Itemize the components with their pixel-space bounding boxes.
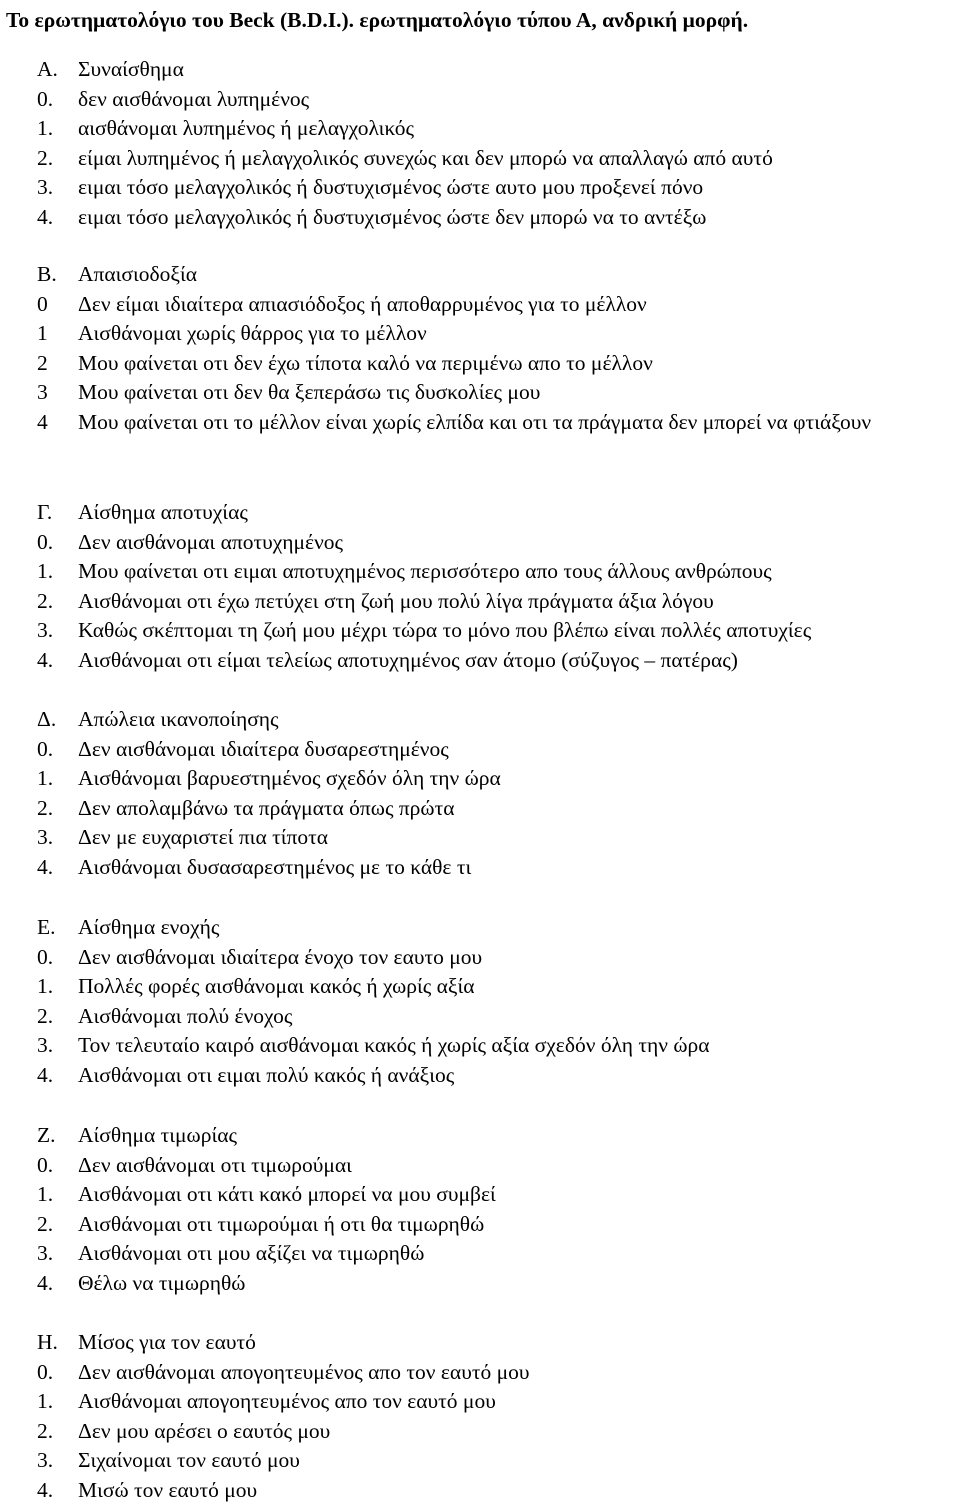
item-text: Δεν είμαι ιδιαίτερα απιασιόδοξος ή αποθαρρυμένος για το μέλλον bbox=[78, 291, 647, 316]
item-number: 0. bbox=[37, 944, 54, 969]
item-text: Μισώ τον εαυτό μου bbox=[78, 1477, 258, 1502]
item-number: 1 bbox=[37, 321, 48, 346]
section-letter: Α. bbox=[37, 57, 58, 81]
item-number: 1. bbox=[37, 1182, 54, 1207]
list-item bbox=[37, 972, 960, 1002]
item-text: δεν αισθάνομαι λυπημένος bbox=[78, 86, 310, 111]
section-heading bbox=[37, 498, 960, 528]
item-text: Δεν αισθάνομαι αποτυχημένος bbox=[78, 529, 344, 554]
item-number: 2. bbox=[37, 145, 54, 170]
item-number: 0 bbox=[37, 291, 48, 316]
list-item bbox=[37, 764, 960, 794]
section-title: Αίσθημα αποτυχίας bbox=[78, 500, 248, 524]
item-text: είμαι λυπημένος ή μελαγχολικός συνεχώς και δεν μπορώ να απαλλαγώ από αυτό bbox=[78, 145, 773, 170]
list-item bbox=[37, 616, 960, 646]
item-number: 3. bbox=[37, 618, 54, 643]
section-letter: Β. bbox=[37, 262, 57, 286]
item-text: Αισθάνομαι οτι είμαι τελείως αποτυχημένος σαν άτομο (σύζυγος – πατέρας) bbox=[78, 647, 738, 672]
item-text: Μου φαίνεται οτι ειμαι αποτυχημένος περισσότερο απο τους άλλους ανθρώπους bbox=[78, 559, 772, 584]
item-number: 1. bbox=[37, 116, 54, 141]
item-text: Καθώς σκέπτομαι τη ζωή μου μέχρι τώρα το μόνο που βλέπω είναι πολλές αποτυχίες bbox=[78, 618, 812, 643]
page-title: Το ερωτηματολόγιο του Beck (B.D.I.). ερωτηματολόγιο τύπου Α, ανδρική μορφή. bbox=[6, 8, 749, 32]
item-number: 3. bbox=[37, 1033, 54, 1058]
section-heading bbox=[37, 1121, 960, 1151]
item-text: Αισθάνομαι χωρίς θάρρος για το μέλλον bbox=[78, 321, 427, 346]
list-item bbox=[37, 528, 960, 558]
item-number: 4. bbox=[37, 204, 54, 229]
section-letter: Γ. bbox=[37, 500, 53, 524]
item-number: 3. bbox=[37, 1241, 54, 1266]
item-number: 4. bbox=[37, 1270, 54, 1295]
item-number: 3. bbox=[37, 1448, 54, 1473]
item-text: Αισθάνομαι οτι μου αξίζει να τιμωρηθώ bbox=[78, 1241, 425, 1266]
section-letter: Δ. bbox=[37, 707, 57, 731]
item-number: 2. bbox=[37, 1003, 54, 1028]
list-item bbox=[37, 943, 960, 973]
item-text: Δεν αισθάνομαι ιδιαίτερα ένοχο τον εαυτο μου bbox=[78, 944, 483, 969]
list-item bbox=[37, 349, 960, 379]
section-title: Αίσθημα τιμωρίας bbox=[78, 1123, 238, 1147]
item-number: 0. bbox=[37, 1152, 54, 1177]
section-f bbox=[37, 1121, 960, 1299]
item-text: Τον τελευταίο καιρό αισθάνομαι κακός ή χωρίς αξία σχεδόν όλη την ώρα bbox=[78, 1033, 710, 1058]
item-text: Δεν απολαμβάνω τα πράγματα όπως πρώτα bbox=[78, 795, 455, 820]
item-number: 4. bbox=[37, 1477, 54, 1502]
list-item bbox=[37, 823, 960, 853]
list-item bbox=[37, 1151, 960, 1181]
item-text: Αισθάνομαι οτι έχω πετύχει στη ζωή μου πολύ λίγα πράγματα άξια λόγου bbox=[78, 588, 714, 613]
item-number: 1. bbox=[37, 766, 54, 791]
item-number: 2. bbox=[37, 795, 54, 820]
item-text: Μου φαίνεται οτι δεν έχω τίποτα καλό να περιμένω απο το μέλλον bbox=[78, 350, 653, 375]
item-text: Σιχαίνομαι τον εαυτό μου bbox=[78, 1448, 300, 1473]
item-number: 2. bbox=[37, 1211, 54, 1236]
section-d bbox=[37, 705, 960, 883]
item-number: 0. bbox=[37, 736, 54, 761]
list-item bbox=[37, 319, 960, 349]
section-letter: Ε. bbox=[37, 915, 56, 939]
list-item bbox=[37, 587, 960, 617]
section-title: Απαισιοδοξία bbox=[78, 262, 198, 286]
section-title: Μίσος για τον εαυτό bbox=[78, 1330, 256, 1354]
list-item bbox=[37, 735, 960, 765]
section-g bbox=[37, 1328, 960, 1506]
list-item bbox=[37, 378, 960, 408]
item-text: αισθάνομαι λυπημένος ή μελαγχολικός bbox=[78, 116, 415, 141]
item-number: 4. bbox=[37, 854, 54, 879]
list-item bbox=[37, 646, 960, 676]
list-item bbox=[37, 290, 960, 320]
list-item bbox=[37, 1417, 960, 1447]
item-text: ειμαι τόσο μελαγχολικός ή δυστυχισμένος ώστε δεν μπορώ να το αντέξω bbox=[78, 204, 707, 229]
list-item bbox=[37, 203, 960, 233]
item-text: Δεν αισθάνομαι απογοητευμένος απο τον εαυτό μου bbox=[78, 1359, 530, 1384]
list-item bbox=[37, 1387, 960, 1417]
item-number: 0. bbox=[37, 529, 54, 554]
section-heading bbox=[37, 1328, 960, 1358]
item-text: Δεν αισθάνομαι οτι τιμωρούμαι bbox=[78, 1152, 352, 1177]
item-number: 2 bbox=[37, 350, 48, 375]
item-number: 4. bbox=[37, 647, 54, 672]
item-text: Δεν μου αρέσει ο εαυτός μου bbox=[78, 1418, 331, 1443]
section-b bbox=[37, 260, 960, 438]
item-number: 0. bbox=[37, 86, 54, 111]
item-text: Δεν με ευχαριστεί πια τίποτα bbox=[78, 825, 329, 850]
list-item bbox=[37, 1269, 960, 1299]
section-title: Αίσθημα ενοχής bbox=[78, 915, 220, 939]
item-number: 2. bbox=[37, 588, 54, 613]
item-text: Αισθάνομαι οτι τιμωρούμαι ή οτι θα τιμωρηθώ bbox=[78, 1211, 485, 1236]
section-e bbox=[37, 913, 960, 1091]
list-item bbox=[37, 1210, 960, 1240]
item-number: 3. bbox=[37, 175, 54, 200]
item-text: Αισθάνομαι πολύ ένοχος bbox=[78, 1003, 293, 1028]
item-number: 1. bbox=[37, 974, 54, 999]
item-number: 0. bbox=[37, 1359, 54, 1384]
item-text: Αισθάνομαι δυσασαρεστημένος με το κάθε τι bbox=[78, 854, 472, 879]
list-item bbox=[37, 557, 960, 587]
section-heading bbox=[37, 55, 960, 85]
list-item bbox=[37, 144, 960, 174]
list-item bbox=[37, 408, 960, 438]
list-item bbox=[37, 1476, 960, 1506]
section-title: Απώλεια ικανοποίησης bbox=[78, 707, 279, 731]
section-c bbox=[37, 498, 960, 676]
item-text: ειμαι τόσο μελαγχολικός ή δυστυχισμένος ώστε αυτο μου προξενεί πόνο bbox=[78, 175, 704, 200]
item-text: Πολλές φορές αισθάνομαι κακός ή χωρίς αξία bbox=[78, 974, 475, 999]
section-title: Συναίσθημα bbox=[78, 57, 184, 81]
section-a bbox=[37, 55, 960, 233]
item-number: 1. bbox=[37, 1389, 54, 1414]
item-text: Αισθάνομαι βαρυεστημένος σχεδόν όλη την ώρα bbox=[78, 766, 501, 791]
list-item bbox=[37, 173, 960, 203]
section-heading bbox=[37, 260, 960, 290]
item-number: 4. bbox=[37, 1062, 54, 1087]
list-item bbox=[37, 794, 960, 824]
item-number: 4 bbox=[37, 409, 48, 434]
list-item bbox=[37, 1180, 960, 1210]
list-item bbox=[37, 1031, 960, 1061]
item-text: Αισθάνομαι απογοητευμένος απο τον εαυτό μου bbox=[78, 1389, 496, 1414]
list-item bbox=[37, 1061, 960, 1091]
item-text: Αισθάνομαι οτι κάτι κακό μπορεί να μου συμβεί bbox=[78, 1182, 496, 1207]
section-heading bbox=[37, 913, 960, 943]
item-number: 3 bbox=[37, 380, 48, 405]
section-letter: Ζ. bbox=[37, 1123, 56, 1147]
item-text: Δεν αισθάνομαι ιδιαίτερα δυσαρεστημένος bbox=[78, 736, 449, 761]
item-text: Μου φαίνεται οτι δεν θα ξεπεράσω τις δυσκολίες μου bbox=[78, 380, 541, 405]
list-item bbox=[37, 1002, 960, 1032]
item-number: 3. bbox=[37, 825, 54, 850]
item-number: 2. bbox=[37, 1418, 54, 1443]
list-item bbox=[37, 85, 960, 115]
item-text: Θέλω να τιμωρηθώ bbox=[78, 1270, 246, 1295]
item-number: 1. bbox=[37, 559, 54, 584]
section-heading bbox=[37, 705, 960, 735]
list-item bbox=[37, 114, 960, 144]
item-text: Αισθάνομαι οτι ειμαι πολύ κακός ή ανάξιος bbox=[78, 1062, 455, 1087]
section-letter: Η. bbox=[37, 1330, 58, 1354]
list-item bbox=[37, 1446, 960, 1476]
list-item bbox=[37, 853, 960, 883]
list-item bbox=[37, 1358, 960, 1388]
item-text: Μου φαίνεται οτι το μέλλον είναι χωρίς ελπίδα και οτι τα πράγματα δεν μπορεί να φτιάξουν bbox=[78, 409, 872, 434]
list-item bbox=[37, 1239, 960, 1269]
